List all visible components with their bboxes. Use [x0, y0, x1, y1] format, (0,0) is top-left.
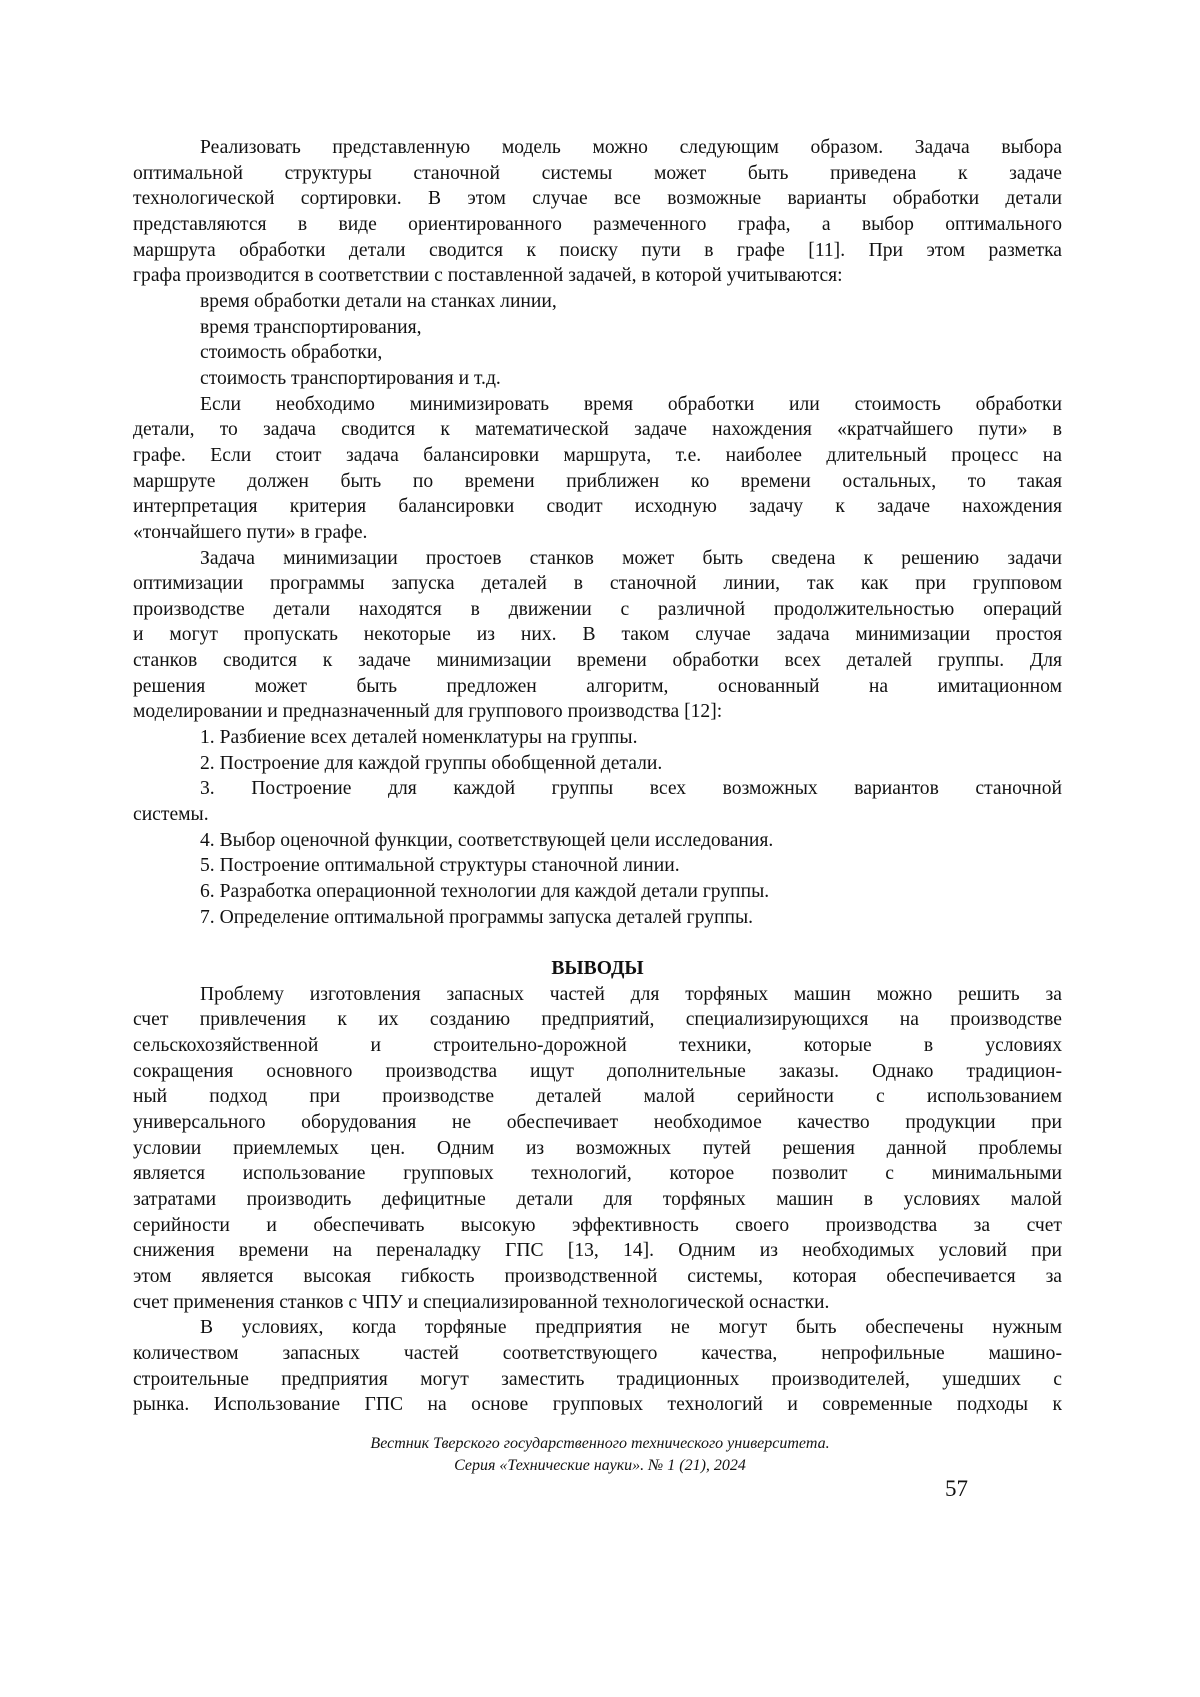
text-line: Задача минимизации простоев станков может быть сведена к решению задачи	[133, 546, 1062, 572]
text-line: графа производится в соответствии с поставленной задачей, в которой учитываются:	[133, 263, 1062, 289]
text-line: 5. Построение оптимальной структуры станочной линии.	[133, 853, 1062, 879]
body-before-conclusions	[133, 135, 1062, 930]
paragraph	[133, 725, 1062, 751]
text-line: затратами производить дефицитные детали для торфяных машин в условиях малой	[133, 1187, 1062, 1213]
paragraph	[133, 546, 1062, 726]
text-line: интерпретация критерия балансировки сводит исходную задачу к задаче нахождения	[133, 494, 1062, 520]
text-line: технологической сортировки. В этом случае все возможные варианты обработки детали	[133, 186, 1062, 212]
text-line: станков сводится к задаче минимизации времени обработки всех деталей группы. Для	[133, 648, 1062, 674]
journal-series: Серия «Технические науки». № 1 (21), 2024	[0, 1455, 1200, 1477]
text-line: «тончайшего пути» в графе.	[133, 520, 1062, 546]
text-line: стоимость обработки,	[133, 340, 1062, 366]
text-line: строительные предприятия могут заместить традиционных производителей, ушедших с	[133, 1367, 1062, 1393]
text-line: этом является высокая гибкость производственной системы, которая обеспечивается за	[133, 1264, 1062, 1290]
text-line: счет применения станков с ЧПУ и специализированной технологической оснастки.	[133, 1290, 1062, 1316]
text-line: и могут пропускать некоторые из них. В таком случае задача минимизации простоя	[133, 622, 1062, 648]
text-line: В условиях, когда торфяные предприятия не могут быть обеспечены нужным	[133, 1315, 1062, 1341]
paragraph	[133, 392, 1062, 546]
list-item	[133, 366, 1062, 392]
text-line: ный подход при производстве деталей малой серийности с использованием	[133, 1084, 1062, 1110]
section-heading: ВЫВОДЫ	[133, 956, 1062, 982]
text-line: универсального оборудования не обеспечивает необходимое качество продукции при	[133, 1110, 1062, 1136]
text-line: количеством запасных частей соответствующего качества, непрофильные машино-	[133, 1341, 1062, 1367]
text-line: графе. Если стоит задача балансировки маршрута, т.е. наиболее длительный процесс на	[133, 443, 1062, 469]
text-line: представляются в виде ориентированного размеченного графа, а выбор оптимального	[133, 212, 1062, 238]
list-item	[133, 289, 1062, 315]
list-item	[133, 340, 1062, 366]
text-line: сокращения основного производства ищут дополнительные заказы. Однако традицион-	[133, 1059, 1062, 1085]
text-line: является использование групповых технологий, которое позволит с минимальными	[133, 1161, 1062, 1187]
text-line: оптимизации программы запуска деталей в станочной линии, так как при групповом	[133, 571, 1062, 597]
text-line: счет привлечения к их созданию предприятий, специализирующихся на производстве	[133, 1007, 1062, 1033]
text-line: оптимальной структуры станочной системы может быть приведена к задаче	[133, 161, 1062, 187]
text-line: детали, то задача сводится к математической задаче нахождения «кратчайшего пути» в	[133, 417, 1062, 443]
text-line: стоимость транспортирования и т.д.	[133, 366, 1062, 392]
paragraph	[133, 828, 1062, 854]
paragraph	[133, 1315, 1062, 1418]
text-line: Если необходимо минимизировать время обработки или стоимость обработки	[133, 392, 1062, 418]
paragraph	[133, 135, 1062, 289]
paragraph	[133, 853, 1062, 879]
text-line: 1. Разбиение всех деталей номенклатуры на группы.	[133, 725, 1062, 751]
text-line: снижения времени на переналадку ГПС [13, 14]. Одним из необходимых условий при	[133, 1238, 1062, 1264]
page-number: 57	[945, 1476, 968, 1502]
blank-line	[133, 930, 1062, 956]
page-body	[133, 135, 1062, 1418]
text-line: время обработки детали на станках линии,	[133, 289, 1062, 315]
text-line: системы.	[133, 802, 1062, 828]
paragraph	[133, 905, 1062, 931]
text-line: моделировании и предназначенный для группового производства [12]:	[133, 699, 1062, 725]
text-line: 3. Построение для каждой группы всех возможных вариантов станочной	[133, 776, 1062, 802]
text-line: 7. Определение оптимальной программы запуска деталей группы.	[133, 905, 1062, 931]
text-line: маршрута обработки детали сводится к поиску пути в графе [11]. При этом разметка	[133, 238, 1062, 264]
list-item	[133, 315, 1062, 341]
text-line: условии приемлемых цен. Одним из возможных путей решения данной проблемы	[133, 1136, 1062, 1162]
text-line: решения может быть предложен алгоритм, основанный на имитационном	[133, 674, 1062, 700]
text-line: 6. Разработка операционной технологии для каждой детали группы.	[133, 879, 1062, 905]
text-line: сельскохозяйственной и строительно-дорожной техники, которые в условиях	[133, 1033, 1062, 1059]
text-line: 2. Построение для каждой группы обобщенной детали.	[133, 751, 1062, 777]
text-line: производстве детали находятся в движении с различной продолжительностью операций	[133, 597, 1062, 623]
text-line: Реализовать представленную модель можно следующим образом. Задача выбора	[133, 135, 1062, 161]
text-line: 4. Выбор оценочной функции, соответствующей цели исследования.	[133, 828, 1062, 854]
paragraph	[133, 982, 1062, 1316]
paragraph	[133, 879, 1062, 905]
text-line: Проблему изготовления запасных частей для торфяных машин можно решить за	[133, 982, 1062, 1008]
paragraph	[133, 751, 1062, 777]
text-line: серийности и обеспечивать высокую эффективность своего производства за счет	[133, 1213, 1062, 1239]
journal-title: Вестник Тверского государственного технического университета.	[0, 1433, 1200, 1455]
paragraph	[133, 776, 1062, 827]
text-line: рынка. Использование ГПС на основе групповых технологий и современные подходы к	[133, 1392, 1062, 1418]
text-line: время транспортирования,	[133, 315, 1062, 341]
body-conclusions	[133, 982, 1062, 1418]
text-line: маршруте должен быть по времени приближен ко времени остальных, то такая	[133, 469, 1062, 495]
